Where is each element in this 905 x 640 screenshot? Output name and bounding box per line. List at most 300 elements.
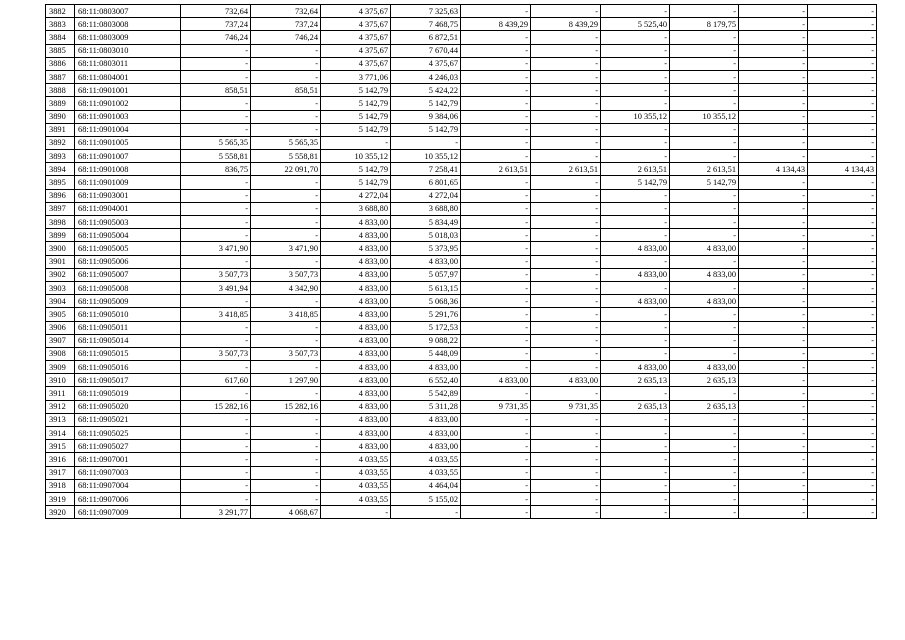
value-cell: 3 507,73 [181,347,251,360]
value-cell: - [739,361,808,374]
value-cell: - [808,57,877,70]
value-cell: - [251,413,321,426]
value-cell: - [601,492,670,505]
value-cell: - [181,229,251,242]
cadastral-number-cell: 68:11:0803008 [75,18,181,31]
row-number-cell: 3919 [46,492,75,505]
cadastral-number-cell: 68:11:0905019 [75,387,181,400]
value-cell: - [461,84,531,97]
row-number-cell: 3885 [46,44,75,57]
value-cell: - [808,31,877,44]
value-cell: - [601,466,670,479]
value-cell: - [601,334,670,347]
row-number-cell: 3910 [46,374,75,387]
table-row [46,176,877,189]
value-cell: 4 833,00 [321,387,391,400]
value-cell: - [739,308,808,321]
value-cell: - [670,466,739,479]
value-cell: - [601,123,670,136]
cadastral-number-cell: 68:11:0905021 [75,413,181,426]
value-cell: - [739,466,808,479]
value-cell: 732,64 [181,5,251,18]
value-cell: - [670,97,739,110]
table-row [46,110,877,123]
value-cell: - [461,479,531,492]
value-cell: - [601,440,670,453]
value-cell: - [531,413,601,426]
value-cell: - [181,44,251,57]
value-cell: 3 771,06 [321,70,391,83]
value-cell: - [531,123,601,136]
value-cell: - [808,466,877,479]
value-cell: - [670,229,739,242]
value-cell: - [670,281,739,294]
value-cell: - [461,387,531,400]
value-cell: 5 291,76 [391,308,461,321]
value-cell: - [739,84,808,97]
value-cell: - [531,5,601,18]
value-cell: - [531,347,601,360]
table-row [46,163,877,176]
value-cell: - [670,189,739,202]
value-cell: 746,24 [251,31,321,44]
cadastral-number-cell: 68:11:0903001 [75,189,181,202]
value-cell: - [808,374,877,387]
table-row [46,44,877,57]
value-cell: - [461,31,531,44]
value-cell: - [739,202,808,215]
value-cell: - [461,216,531,229]
value-cell: - [739,44,808,57]
value-cell: - [531,295,601,308]
value-cell: - [531,281,601,294]
value-cell: 2 635,13 [670,374,739,387]
value-cell: - [251,479,321,492]
value-cell: 4 833,00 [670,242,739,255]
value-cell: - [531,255,601,268]
value-cell: - [601,387,670,400]
value-cell: 4 246,03 [391,70,461,83]
value-cell: - [181,70,251,83]
value-cell: - [739,216,808,229]
value-cell: - [181,466,251,479]
value-cell: - [531,216,601,229]
value-cell: - [251,334,321,347]
value-cell: - [739,440,808,453]
value-cell: - [739,97,808,110]
value-cell: 4 833,00 [321,216,391,229]
value-cell: 3 507,73 [251,347,321,360]
value-cell: 8 439,29 [531,18,601,31]
value-cell: - [739,281,808,294]
value-cell: 10 355,12 [601,110,670,123]
value-cell: 2 613,51 [670,163,739,176]
value-cell: - [601,479,670,492]
table-row [46,136,877,149]
value-cell: - [531,57,601,70]
value-cell: - [601,31,670,44]
value-cell: - [739,453,808,466]
value-cell: - [461,229,531,242]
value-cell: - [251,110,321,123]
value-cell: 4 833,00 [670,295,739,308]
value-cell: - [670,413,739,426]
value-cell: - [670,150,739,163]
value-cell: - [181,387,251,400]
value-cell: - [808,400,877,413]
value-cell: - [181,321,251,334]
value-cell: - [251,97,321,110]
cadastral-number-cell: 68:11:0901003 [75,110,181,123]
value-cell: 3 507,73 [251,268,321,281]
value-cell: 10 355,12 [391,150,461,163]
table-row [46,334,877,347]
value-cell: 4 375,67 [321,5,391,18]
row-number-cell: 3890 [46,110,75,123]
value-cell: - [670,427,739,440]
cadastral-number-cell: 68:11:0901002 [75,97,181,110]
value-cell: - [531,453,601,466]
row-number-cell: 3901 [46,255,75,268]
cadastral-number-cell: 68:11:0907003 [75,466,181,479]
value-cell: - [251,216,321,229]
value-cell: 4 375,67 [321,31,391,44]
value-cell: - [739,295,808,308]
value-cell: 5 068,36 [391,295,461,308]
value-cell: - [531,97,601,110]
value-cell: - [808,150,877,163]
row-number-cell: 3902 [46,268,75,281]
value-cell: - [601,347,670,360]
value-cell: - [739,123,808,136]
row-number-cell: 3887 [46,70,75,83]
table-row [46,427,877,440]
value-cell: - [531,31,601,44]
value-cell: - [181,427,251,440]
value-cell: 4 833,00 [601,268,670,281]
value-cell: - [808,321,877,334]
value-cell: - [808,176,877,189]
value-cell: 4 033,55 [391,453,461,466]
cadastral-number-cell: 68:11:0904001 [75,202,181,215]
row-number-cell: 3904 [46,295,75,308]
row-number-cell: 3916 [46,453,75,466]
row-number-cell: 3918 [46,479,75,492]
value-cell: - [808,334,877,347]
value-cell: - [181,255,251,268]
value-cell: - [808,242,877,255]
value-cell: 15 282,16 [181,400,251,413]
cadastral-number-cell: 68:11:0905006 [75,255,181,268]
value-cell: - [531,492,601,505]
row-number-cell: 3891 [46,123,75,136]
value-cell: 5 142,79 [391,97,461,110]
cadastral-number-cell: 68:11:0905025 [75,427,181,440]
value-cell: 4 375,67 [321,57,391,70]
value-cell: 9 088,22 [391,334,461,347]
value-cell: 3 471,90 [181,242,251,255]
value-cell: - [461,281,531,294]
value-cell: - [808,492,877,505]
value-cell: - [601,506,670,519]
value-cell: - [739,374,808,387]
value-cell: - [181,97,251,110]
value-cell: 9 731,35 [531,400,601,413]
row-number-cell: 3892 [46,136,75,149]
value-cell: - [181,202,251,215]
value-cell: - [601,427,670,440]
table-row [46,281,877,294]
row-number-cell: 3894 [46,163,75,176]
value-cell: - [531,150,601,163]
cadastral-number-cell: 68:11:0905010 [75,308,181,321]
value-cell: 7 258,41 [391,163,461,176]
row-number-cell: 3884 [46,31,75,44]
value-cell: 5 311,28 [391,400,461,413]
value-cell: - [670,5,739,18]
value-cell: - [670,492,739,505]
value-cell: 4 134,43 [808,163,877,176]
value-cell: - [739,334,808,347]
value-cell: 5 142,79 [321,123,391,136]
value-cell: 5 142,79 [321,97,391,110]
value-cell: 5 525,40 [601,18,670,31]
value-cell: - [670,321,739,334]
value-cell: - [461,97,531,110]
value-cell: - [670,57,739,70]
value-cell: - [808,70,877,83]
value-cell: 5 613,15 [391,281,461,294]
table-row [46,308,877,321]
value-cell: - [808,413,877,426]
value-cell: - [808,506,877,519]
value-cell: - [251,361,321,374]
value-cell: - [251,44,321,57]
cadastral-number-cell: 68:11:0907006 [75,492,181,505]
value-cell: - [461,189,531,202]
value-cell: - [531,202,601,215]
row-number-cell: 3895 [46,176,75,189]
cadastral-number-cell: 68:11:0905020 [75,400,181,413]
cadastral-number-cell: 68:11:0907004 [75,479,181,492]
value-cell: - [321,136,391,149]
value-cell: 2 613,51 [531,163,601,176]
value-cell: - [181,216,251,229]
value-cell: - [739,479,808,492]
value-cell: - [461,295,531,308]
cadastral-number-cell: 68:11:0907009 [75,506,181,519]
value-cell: 6 872,51 [391,31,461,44]
value-cell: - [461,136,531,149]
value-cell: 10 355,12 [670,110,739,123]
value-cell: 7 670,44 [391,44,461,57]
value-cell: 4 833,00 [321,374,391,387]
table-row [46,347,877,360]
value-cell: - [670,453,739,466]
value-cell: - [739,5,808,18]
data-table [45,4,877,519]
table-row [46,229,877,242]
table-row [46,387,877,400]
value-cell: 5 142,79 [670,176,739,189]
value-cell: - [251,466,321,479]
cadastral-number-cell: 68:11:0901008 [75,163,181,176]
value-cell: - [181,479,251,492]
value-cell: 4 464,04 [391,479,461,492]
value-cell: - [808,427,877,440]
value-cell: 4 033,55 [321,492,391,505]
value-cell: 5 558,81 [181,150,251,163]
table-row [46,70,877,83]
value-cell: - [461,427,531,440]
value-cell: - [251,189,321,202]
value-cell: - [531,176,601,189]
cadastral-number-cell: 68:11:0905003 [75,216,181,229]
value-cell: 7 325,63 [391,5,461,18]
value-cell: - [181,413,251,426]
cadastral-number-cell: 68:11:0803010 [75,44,181,57]
value-cell: 5 057,97 [391,268,461,281]
value-cell: - [181,295,251,308]
table-row [46,440,877,453]
value-cell: - [739,400,808,413]
value-cell: 15 282,16 [251,400,321,413]
value-cell: 4 272,04 [391,189,461,202]
value-cell: 4 833,00 [601,361,670,374]
cadastral-number-cell: 68:11:0901005 [75,136,181,149]
value-cell: 5 142,79 [321,110,391,123]
row-number-cell: 3897 [46,202,75,215]
value-cell: 4 833,00 [391,440,461,453]
value-cell: 4 833,00 [321,295,391,308]
value-cell: - [601,202,670,215]
value-cell: - [601,229,670,242]
value-cell: - [808,308,877,321]
value-cell: 3 688,80 [321,202,391,215]
value-cell: 4 833,00 [670,268,739,281]
value-cell: - [181,176,251,189]
value-cell: - [739,427,808,440]
value-cell: - [251,453,321,466]
value-cell: - [808,97,877,110]
value-cell: 4 833,00 [321,413,391,426]
row-number-cell: 3899 [46,229,75,242]
value-cell: - [808,479,877,492]
value-cell: - [808,453,877,466]
value-cell: - [808,216,877,229]
table-row [46,84,877,97]
value-cell: - [739,255,808,268]
value-cell: - [461,57,531,70]
value-cell: - [670,136,739,149]
value-cell: - [739,506,808,519]
table-row [46,506,877,519]
value-cell: - [601,281,670,294]
value-cell: - [670,506,739,519]
value-cell: 3 418,85 [181,308,251,321]
value-cell: 4 375,67 [321,18,391,31]
value-cell: 4 833,00 [391,427,461,440]
value-cell: - [670,31,739,44]
value-cell: - [739,136,808,149]
value-cell: - [808,387,877,400]
value-cell: 2 635,13 [670,400,739,413]
value-cell: 8 179,75 [670,18,739,31]
value-cell: - [808,295,877,308]
value-cell: - [808,123,877,136]
value-cell: 3 471,90 [251,242,321,255]
value-cell: - [670,84,739,97]
value-cell: - [461,440,531,453]
value-cell: - [670,347,739,360]
value-cell: - [739,268,808,281]
cadastral-number-cell: 68:11:0905011 [75,321,181,334]
value-cell: 4 375,67 [321,44,391,57]
value-cell: 5 018,03 [391,229,461,242]
value-cell: - [739,18,808,31]
value-cell: - [808,281,877,294]
value-cell: 3 291,77 [181,506,251,519]
value-cell: 22 091,70 [251,163,321,176]
row-number-cell: 3900 [46,242,75,255]
value-cell: 4 033,55 [321,466,391,479]
value-cell: 4 833,00 [391,413,461,426]
value-cell: 5 373,95 [391,242,461,255]
value-cell: 6 552,40 [391,374,461,387]
value-cell: 2 613,51 [461,163,531,176]
value-cell: 4 833,00 [531,374,601,387]
value-cell: - [531,242,601,255]
value-cell: 4 342,90 [251,281,321,294]
value-cell: 5 448,09 [391,347,461,360]
value-cell: - [739,31,808,44]
cadastral-number-cell: 68:11:0905017 [75,374,181,387]
value-cell: - [808,361,877,374]
value-cell: - [461,308,531,321]
value-cell: 858,51 [181,84,251,97]
value-cell: - [251,176,321,189]
row-number-cell: 3915 [46,440,75,453]
value-cell: - [391,136,461,149]
value-cell: - [531,136,601,149]
value-cell: - [251,492,321,505]
cadastral-number-cell: 68:11:0901004 [75,123,181,136]
value-cell: 746,24 [181,31,251,44]
value-cell: - [461,123,531,136]
value-cell: - [601,255,670,268]
value-cell: - [461,506,531,519]
value-cell: 2 635,13 [601,374,670,387]
value-cell: 4 833,00 [461,374,531,387]
value-cell: - [461,492,531,505]
value-cell: 732,64 [251,5,321,18]
value-cell: 4 833,00 [321,255,391,268]
value-cell: - [601,216,670,229]
table-row [46,374,877,387]
cadastral-number-cell: 68:11:0803007 [75,5,181,18]
value-cell: - [461,321,531,334]
value-cell: - [601,84,670,97]
value-cell: 836,75 [181,163,251,176]
value-cell: - [670,308,739,321]
value-cell: - [601,413,670,426]
row-number-cell: 3907 [46,334,75,347]
row-number-cell: 3908 [46,347,75,360]
value-cell: 4 833,00 [321,361,391,374]
value-cell: - [321,506,391,519]
value-cell: - [461,347,531,360]
value-cell: - [739,242,808,255]
